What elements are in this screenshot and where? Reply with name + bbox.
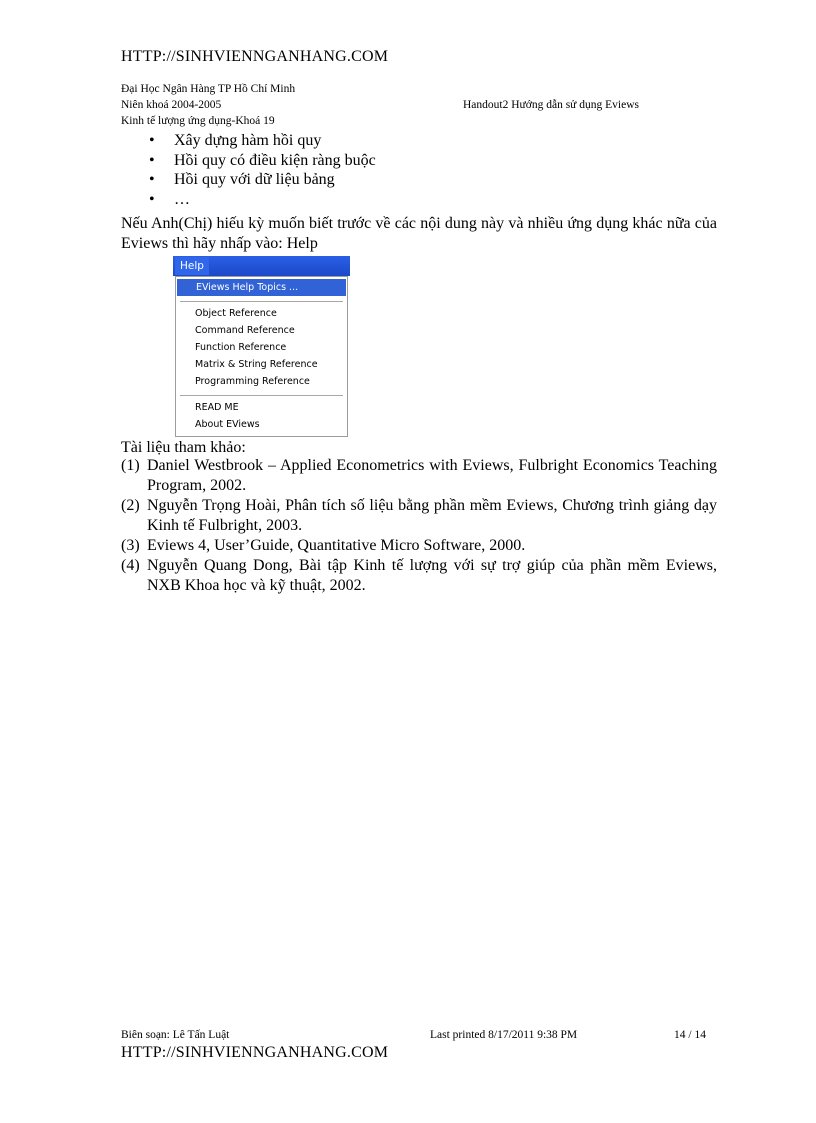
header-handout: Handout2 Hướng dẫn sử dụng Eviews <box>463 99 640 111</box>
reference-item: (4) Nguyễn Quang Dong, Bài tập Kinh tế lượng với sự trợ giúp của phần mềm Eviews, NXB Khoa học và kỹ thuật, 2002. <box>121 557 717 594</box>
help-menu-screenshot <box>173 256 350 438</box>
bullet-icon: • <box>149 132 155 149</box>
help-dropdown <box>175 276 348 437</box>
menu-item-matrix-string-reference[interactable]: Matrix & String Reference <box>195 359 318 370</box>
help-menu-title[interactable]: Help <box>175 257 209 275</box>
list-item: • Hồi quy có điều kiện ràng buộc <box>149 151 376 169</box>
topic-list <box>148 131 376 209</box>
reference-item: (2) Nguyễn Trọng Hoài, Phân tích số liệu bằng phần mềm Eviews, Chương trình giảng dạy Kinh tế Fulbright, 2003. <box>121 497 717 534</box>
menu-item-about-eviews[interactable]: About EViews <box>195 419 260 430</box>
menu-separator <box>180 301 343 302</box>
list-item: • … <box>149 190 190 208</box>
reference-item: (1) Daniel Westbrook – Applied Econometrics with Eviews, Fulbright Economics Teaching Program, 2002. <box>121 457 717 494</box>
footer-printed: Last printed 8/17/2011 9:38 PM <box>430 1029 578 1041</box>
header-university: Đại Học Ngân Hàng TP Hồ Chí Minh <box>121 83 296 95</box>
header-course: Kinh tế lượng ứng dụng-Khoá 19 <box>121 115 275 127</box>
references-title: Tài liệu tham khảo: <box>121 439 246 456</box>
list-item: • Hồi quy với dữ liệu bảng <box>149 171 335 188</box>
bullet-icon: • <box>149 151 155 169</box>
menu-bar <box>173 256 350 276</box>
header-year: Niên khoá 2004-2005 <box>121 99 222 111</box>
bullet-icon: • <box>149 171 155 188</box>
reference-list <box>121 456 717 596</box>
menu-item-command-reference[interactable]: Command Reference <box>195 325 295 336</box>
menu-item-read-me[interactable]: READ ME <box>195 402 239 413</box>
bullet-icon: • <box>149 190 155 208</box>
menu-item-help-topics[interactable]: EViews Help Topics ... <box>177 279 346 296</box>
intro-paragraph: Nếu Anh(Chị) hiếu kỳ muốn biết trước về các nội dung này và nhiều ứng dụng khác nữa của Eviews thì hãy nhấp vào: Help <box>121 215 717 252</box>
menu-item-programming-reference[interactable]: Programming Reference <box>195 376 310 387</box>
footer-page-number: 14 / 14 <box>674 1029 706 1041</box>
reference-item: (3) Eviews 4, User’Guide, Quantitative Micro Software, 2000. <box>121 537 526 554</box>
site-url-top: HTTP://SINHVIENNGANHANG.COM <box>121 48 389 65</box>
menu-item-function-reference[interactable]: Function Reference <box>195 342 287 353</box>
menu-item-object-reference[interactable]: Object Reference <box>195 308 277 319</box>
site-url-bottom: HTTP://SINHVIENNGANHANG.COM <box>121 1044 389 1061</box>
list-item: • Xây dựng hàm hồi quy <box>149 132 322 149</box>
menu-separator <box>180 395 343 396</box>
footer-author: Biên soạn: Lê Tấn Luật <box>121 1029 230 1041</box>
